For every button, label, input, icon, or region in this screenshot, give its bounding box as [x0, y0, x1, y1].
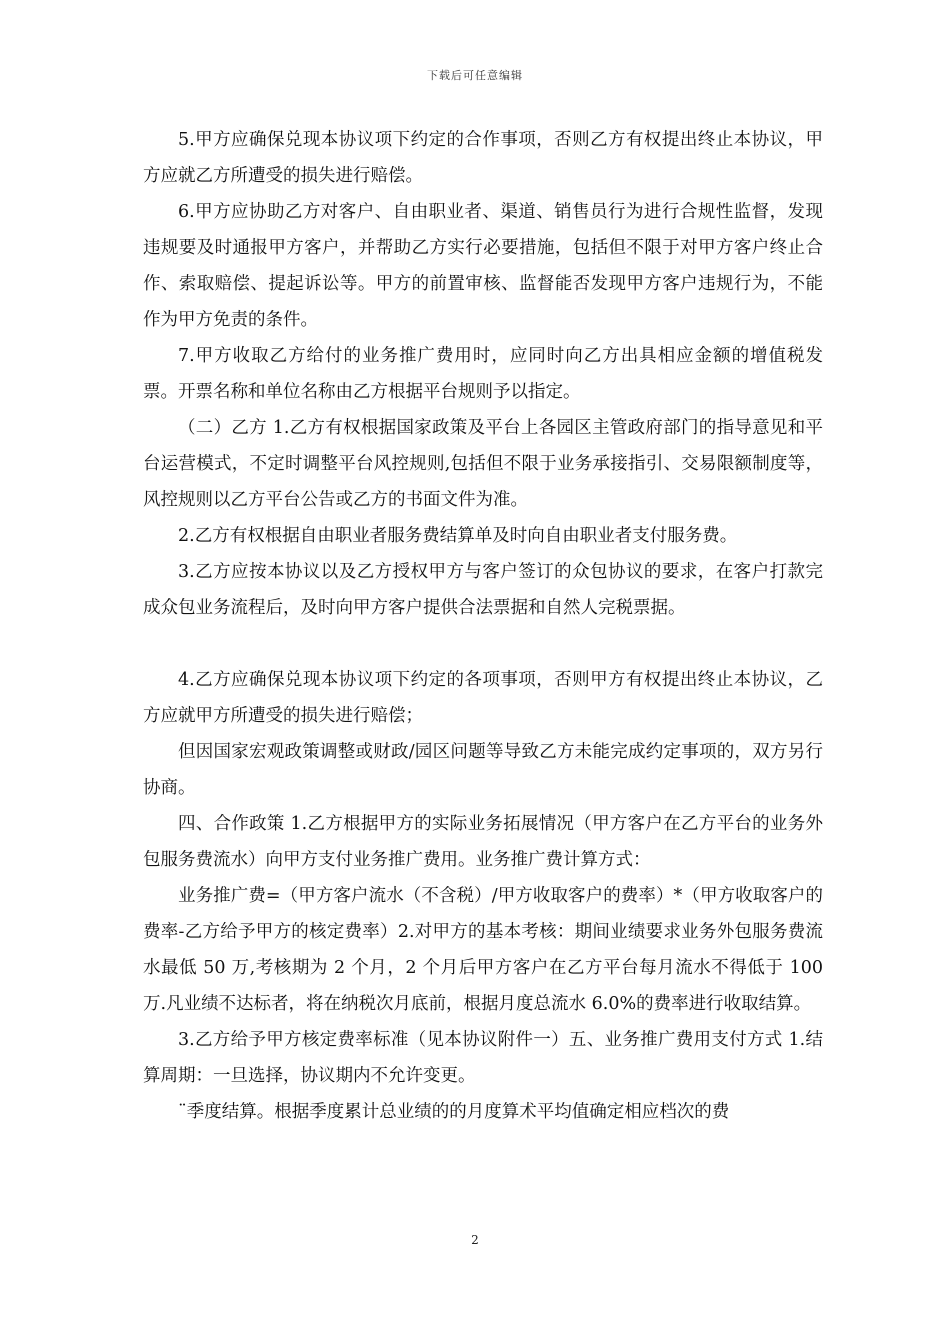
paragraph-quarterly-settlement: ¨季度结算。根据季度累计总业绩的的月度算术平均值确定相应档次的费	[178, 1102, 730, 1122]
paragraph-party-a-clause-6: 6.甲方应协助乙方对客户、自由职业者、渠道、销售员行为进行合规性监督，发现违规要及时通报甲方客户，并帮助乙方实行必要措施，包括但不限于对甲方客户终止合作、索取赔偿、提起诉讼等。甲方的前置审核、监督能否发现甲方客户违规行为，不能作为甲方免责的条件。	[143, 202, 823, 330]
paragraph-party-b-clause-3: 3.乙方应按本协议以及乙方授权甲方与客户签订的众包协议的要求，在客户打款完成众包业务流程后，及时向甲方客户提供合法票据和自然人完税票据。	[143, 562, 823, 618]
paragraph-party-b-clause-1: （二）乙方 1.乙方有权根据国家政策及平台上各园区主管政府部门的指导意见和平台运营模式，不定时调整平台风控规则,包括但不限于业务承接指引、交易限额制度等，风控规则以乙方平台公告或乙方的书面文件为准。	[143, 418, 823, 510]
page-number: 2	[471, 1233, 479, 1247]
paragraph-party-a-clause-5: 5.甲方应确保兑现本协议项下约定的合作事项，否则乙方有权提出终止本协议，甲方应就乙方所遭受的损失进行赔偿。	[143, 130, 823, 186]
paragraph-party-b-clause-4: 4.乙方应确保兑现本协议项下约定的各项事项，否则甲方有权提出终止本协议，乙方应就甲方所遭受的损失进行赔偿；	[143, 670, 823, 726]
paragraph-party-a-clause-7: 7.甲方收取乙方给付的业务推广费用时，应同时向乙方出具相应金额的增值税发票。开票名称和单位名称由乙方根据平台规则予以指定。	[143, 346, 823, 402]
paragraph-party-b-clause-2: 2.乙方有权根据自由职业者服务费结算单及时向自由职业者支付服务费。	[178, 526, 738, 546]
paragraph-cooperation-policy: 四、合作政策 1.乙方根据甲方的实际业务拓展情况（甲方客户在乙方平台的业务外包服务费流水）向甲方支付业务推广费用。业务推广费计算方式：	[143, 814, 823, 870]
paragraph-exception-note: 但因国家宏观政策调整或财政/园区问题等导致乙方未能完成约定事项的，双方另行协商。	[143, 742, 823, 798]
paragraph-fee-formula: 业务推广费=（甲方客户流水（不含税）/甲方收取客户的费率）*（甲方收取客户的费率-乙方给予甲方的核定费率）2.对甲方的基本考核：期间业绩要求业务外包服务费流水最低 50 万,考核期为 2 个月，2 个月后甲方客户在乙方平台每月流水不得低于 100 万.凡业绩不达标者，将在纳税次月底前，根据月度总流水 6.0%的费率进行收取结算。	[143, 886, 823, 1014]
page-header: 下载后可任意编辑	[427, 69, 523, 82]
paragraph-spacer	[143, 626, 823, 662]
document-body	[143, 122, 823, 1130]
paragraph-rate-standard: 3.乙方给予甲方核定费率标准（见本协议附件一）五、业务推广费用支付方式 1.结算周期：一旦选择，协议期内不允许变更。	[143, 1030, 823, 1086]
